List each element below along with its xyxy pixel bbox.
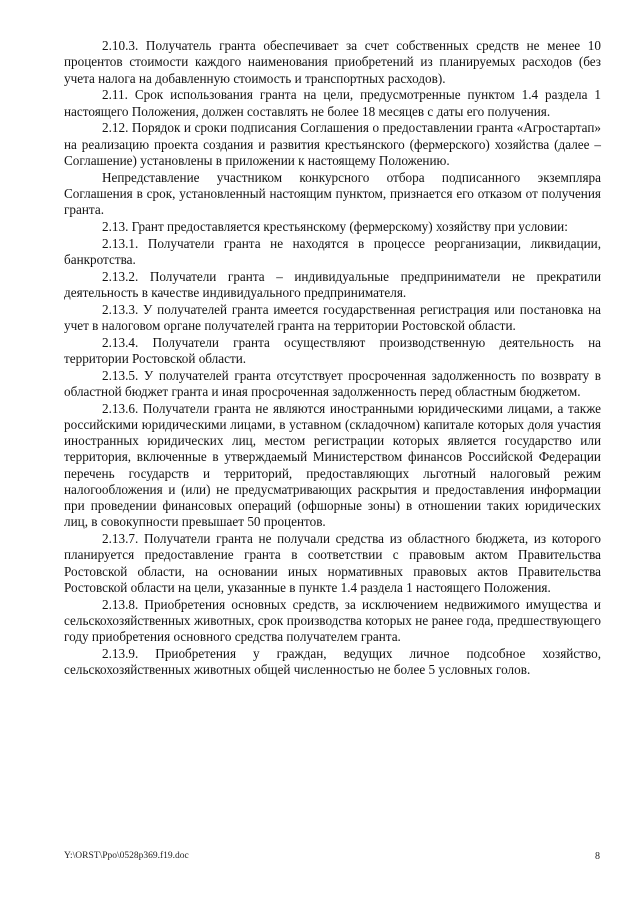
- paragraph-2-12: 2.12. Порядок и сроки подписания Соглашения о предоставлении гранта «Агростартап» на реализацию проекта создания и развития крестьянского (фермерского) хозяйства (далее – Соглашение) установлены в приложении к настоящему Положению.: [64, 120, 601, 168]
- paragraph-2-13-9: 2.13.9. Приобретения у граждан, ведущих личное подсобное хозяйство, сельскохозяйственных животных общей численностью не более 5 условных голов.: [64, 645, 601, 677]
- footer-file-path: Y:\ORST\Ppo\0528p369.f19.doc: [64, 851, 189, 861]
- paragraph-2-13-2: 2.13.2. Получатели гранта – индивидуальные предприниматели не прекратили деятельность в качестве индивидуального предпринимателя.: [64, 268, 601, 300]
- document-body: [64, 38, 601, 679]
- paragraph-2-12-refusal: Непредставление участником конкурсного отбора подписанного экземпляра Соглашения в срок, установленный настоящим пунктом, признается его отказом от получения гранта.: [64, 169, 601, 217]
- paragraph-2-13-1: 2.13.1. Получатели гранта не находятся в процессе реорганизации, ликвидации, банкротства.: [64, 235, 601, 267]
- paragraph-2-13-6: 2.13.6. Получатели гранта не являются иностранными юридическими лицами, а также российскими юридическими лицами, в уставном (складочном) капитале которых доля участия иностранных юридических лиц, местом регистрации которых является государство или территория, включенные в утверждаемый Министерством финансов Российской Федерации перечень государств и территорий, предоставляющих льготный налоговый режим налогообложения и (или) не предусматривающих раскрытия и предоставления информации при проведении финансовых операций (офшорные зоны) в отношении таких юридических лиц, в совокупности превышает 50 процентов.: [64, 400, 601, 530]
- page-number: 8: [595, 851, 600, 862]
- paragraph-2-13-4: 2.13.4. Получатели гранта осуществляют производственную деятельность на территории Ростовской области.: [64, 334, 601, 366]
- paragraph-2-13-7: 2.13.7. Получатели гранта не получали средства из областного бюджета, из которого планируется предоставление гранта в соответствии с правовым актом Правительства Ростовской области, на основании иных нормативных правовых актов Правительства Ростовской области на цели, указанные в пункте 1.4 раздела 1 настоящего Положения.: [64, 531, 601, 595]
- paragraph-2-13-8: 2.13.8. Приобретения основных средств, за исключением недвижимого имущества и сельскохозяйственных животных, срок производства которых не ранее года, предшествующего году приобретения основного средства получателем гранта.: [64, 596, 601, 644]
- paragraph-2-11: 2.11. Срок использования гранта на цели, предусмотренные пунктом 1.4 раздела 1 настоящего Положения, должен составлять не более 18 месяцев с даты его получения.: [64, 87, 601, 119]
- paragraph-2-10-3: 2.10.3. Получатель гранта обеспечивает за счет собственных средств не менее 10 процентов стоимости каждого наименования приобретений из планируемых расходов (без учета налога на добавленную стоимость и транспортных расходов).: [64, 38, 601, 86]
- paragraph-2-13-5: 2.13.5. У получателей гранта отсутствует просроченная задолженность по возврату в областной бюджет гранта и иная просроченная задолженность перед областным бюджетом.: [64, 367, 601, 399]
- paragraph-2-13-3: 2.13.3. У получателей гранта имеется государственная регистрация или постановка на учет в налоговом органе получателей гранта на территории Ростовской области.: [64, 301, 601, 333]
- paragraph-2-13: 2.13. Грант предоставляется крестьянскому (фермерскому) хозяйству при условии:: [102, 218, 568, 234]
